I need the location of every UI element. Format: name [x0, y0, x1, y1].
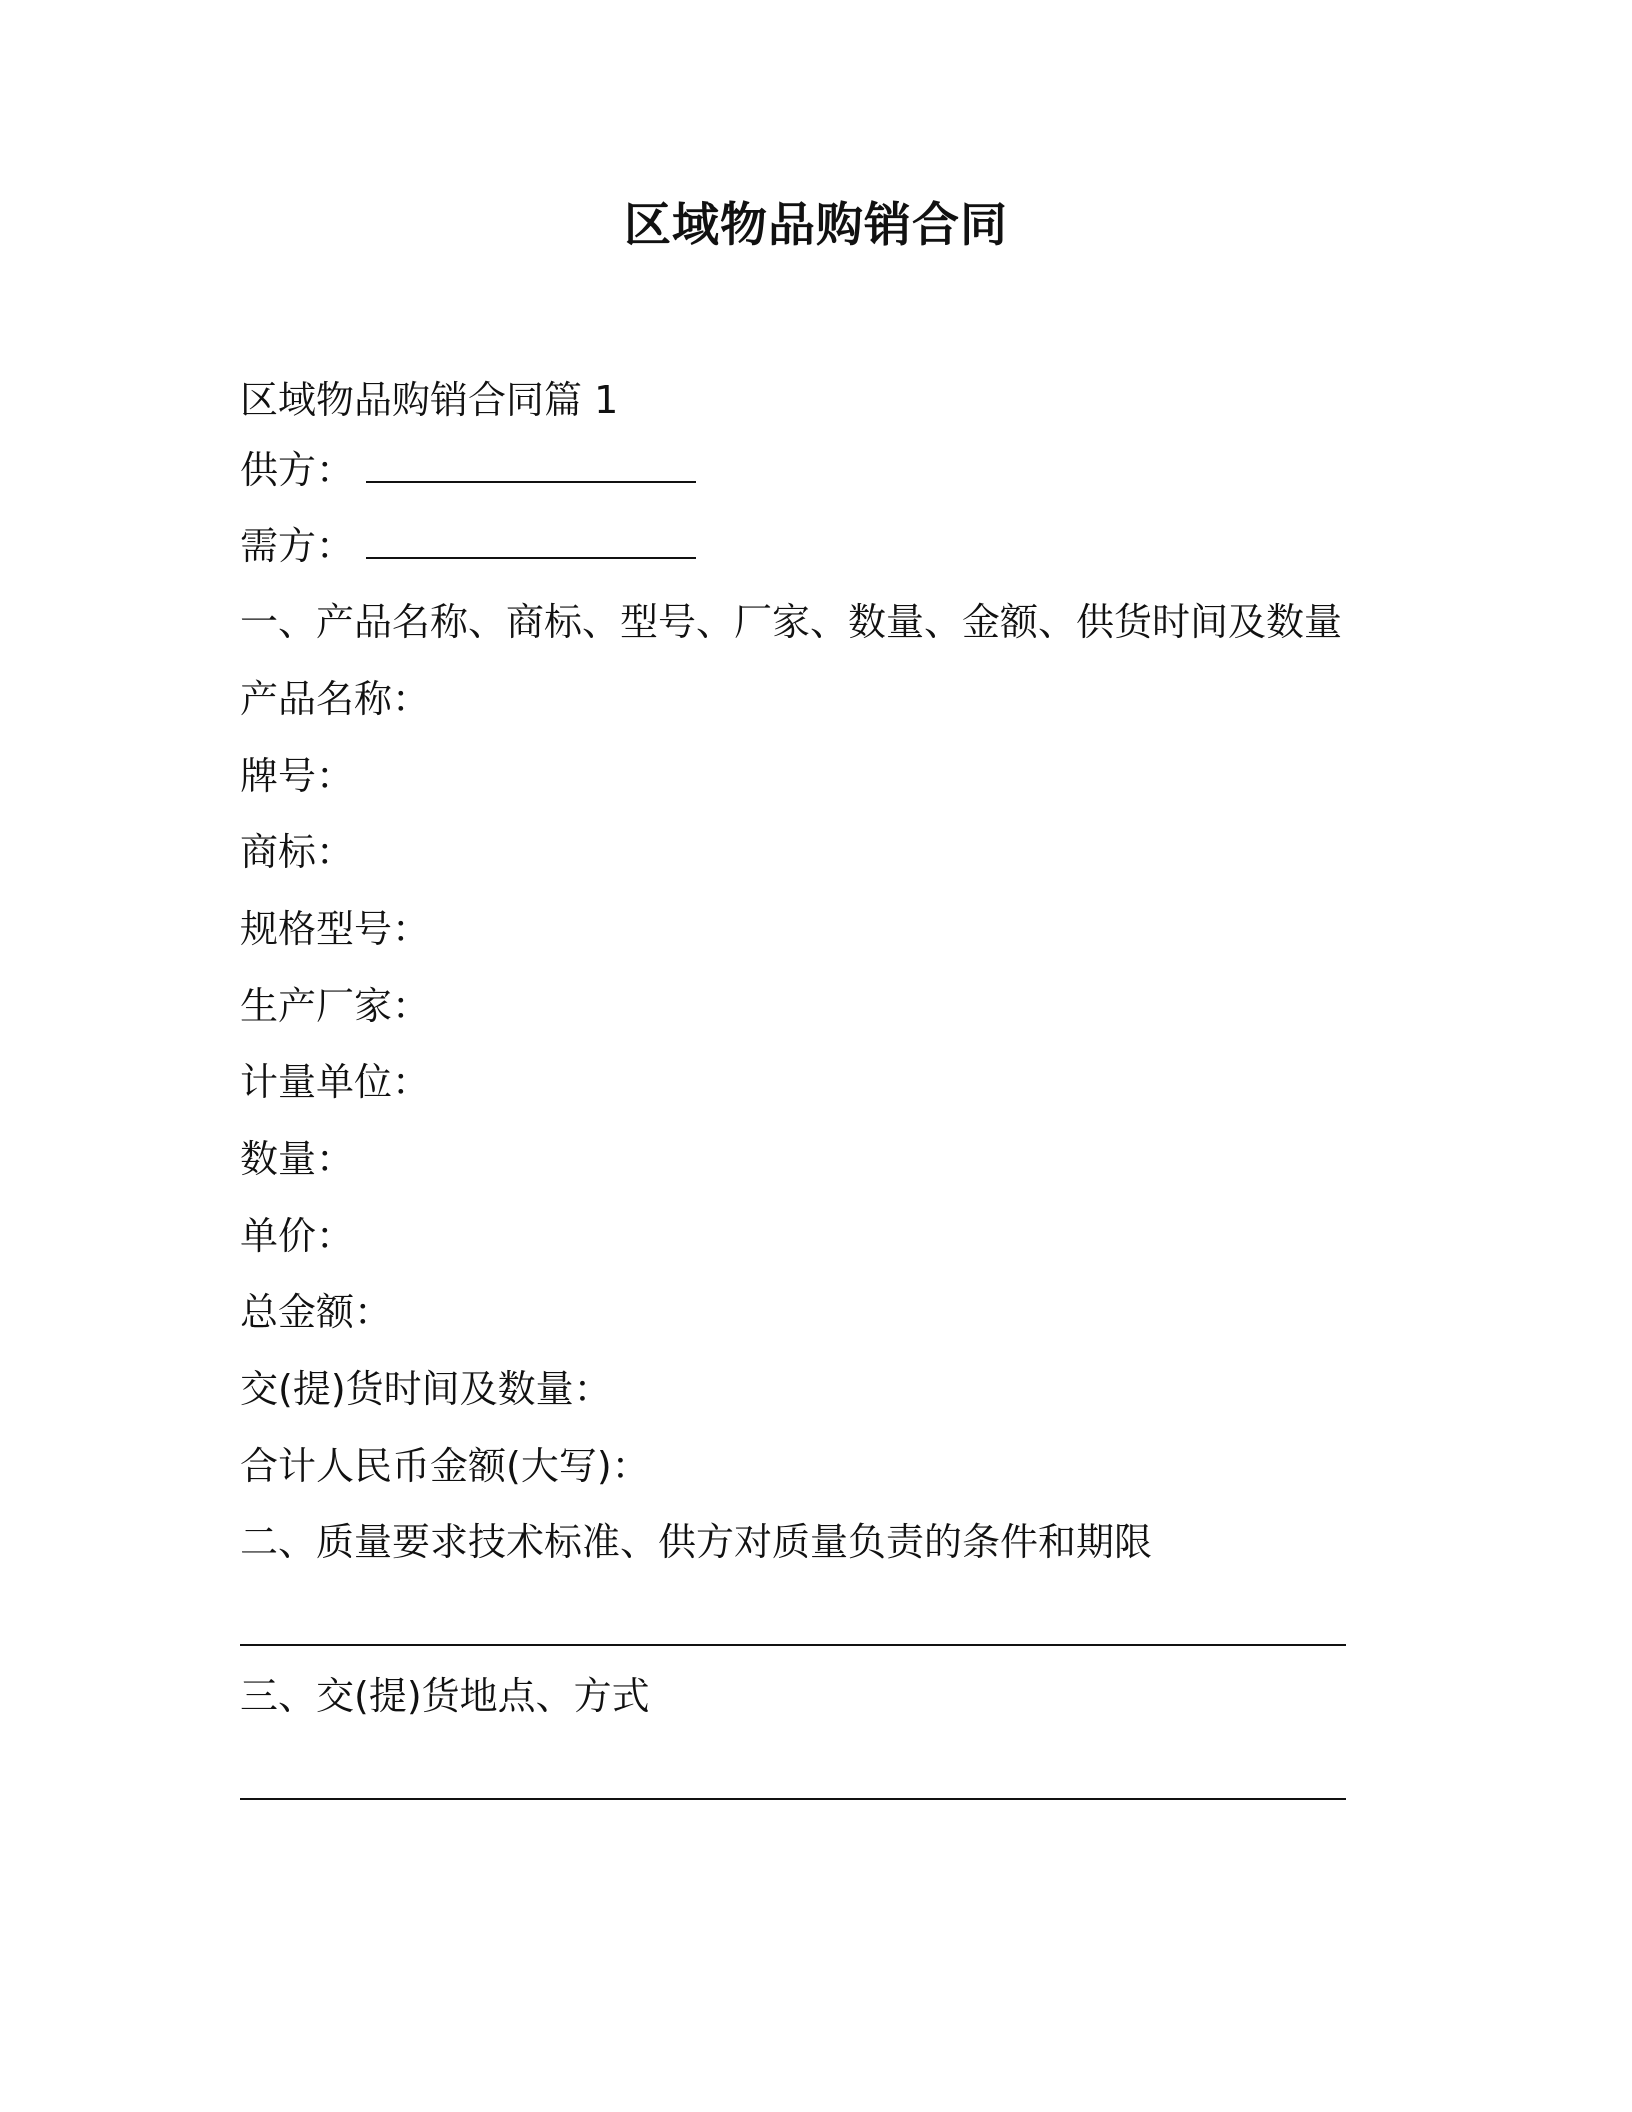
section3-blank-line — [240, 1798, 1346, 1800]
field-total-amount: 总金额： — [240, 1290, 393, 1334]
section2-heading: 二、质量要求技术标准、供方对质量负责的条件和期限 — [240, 1520, 1153, 1564]
field-quantity: 数量： — [240, 1137, 355, 1181]
field-trademark: 商标： — [240, 830, 355, 874]
document-title: 区域物品购销合同 — [624, 198, 1008, 253]
field-unit-price: 单价： — [240, 1214, 355, 1258]
contract-subtitle: 区域物品购销合同篇 1 — [240, 378, 619, 422]
buyer-blank — [366, 525, 696, 559]
field-manufacturer: 生产厂家： — [240, 984, 431, 1028]
supplier-line — [240, 446, 696, 494]
section2-blank-line — [240, 1644, 1346, 1646]
field-brand-number: 牌号： — [240, 754, 355, 798]
section1-heading: 一、产品名称、商标、型号、厂家、数量、金额、供货时间及数量 — [240, 600, 1343, 644]
buyer-label: 需方： — [240, 524, 355, 568]
buyer-line — [240, 522, 696, 570]
supplier-blank — [366, 449, 696, 483]
supplier-label: 供方： — [240, 448, 355, 492]
field-product-name: 产品名称： — [240, 677, 431, 721]
field-delivery-time: 交(提)货时间及数量： — [240, 1367, 612, 1411]
field-total-rmb: 合计人民币金额(大写)： — [240, 1444, 650, 1488]
section3-heading: 三、交(提)货地点、方式 — [240, 1674, 650, 1718]
field-unit: 计量单位： — [240, 1060, 431, 1104]
field-model: 规格型号： — [240, 907, 431, 951]
